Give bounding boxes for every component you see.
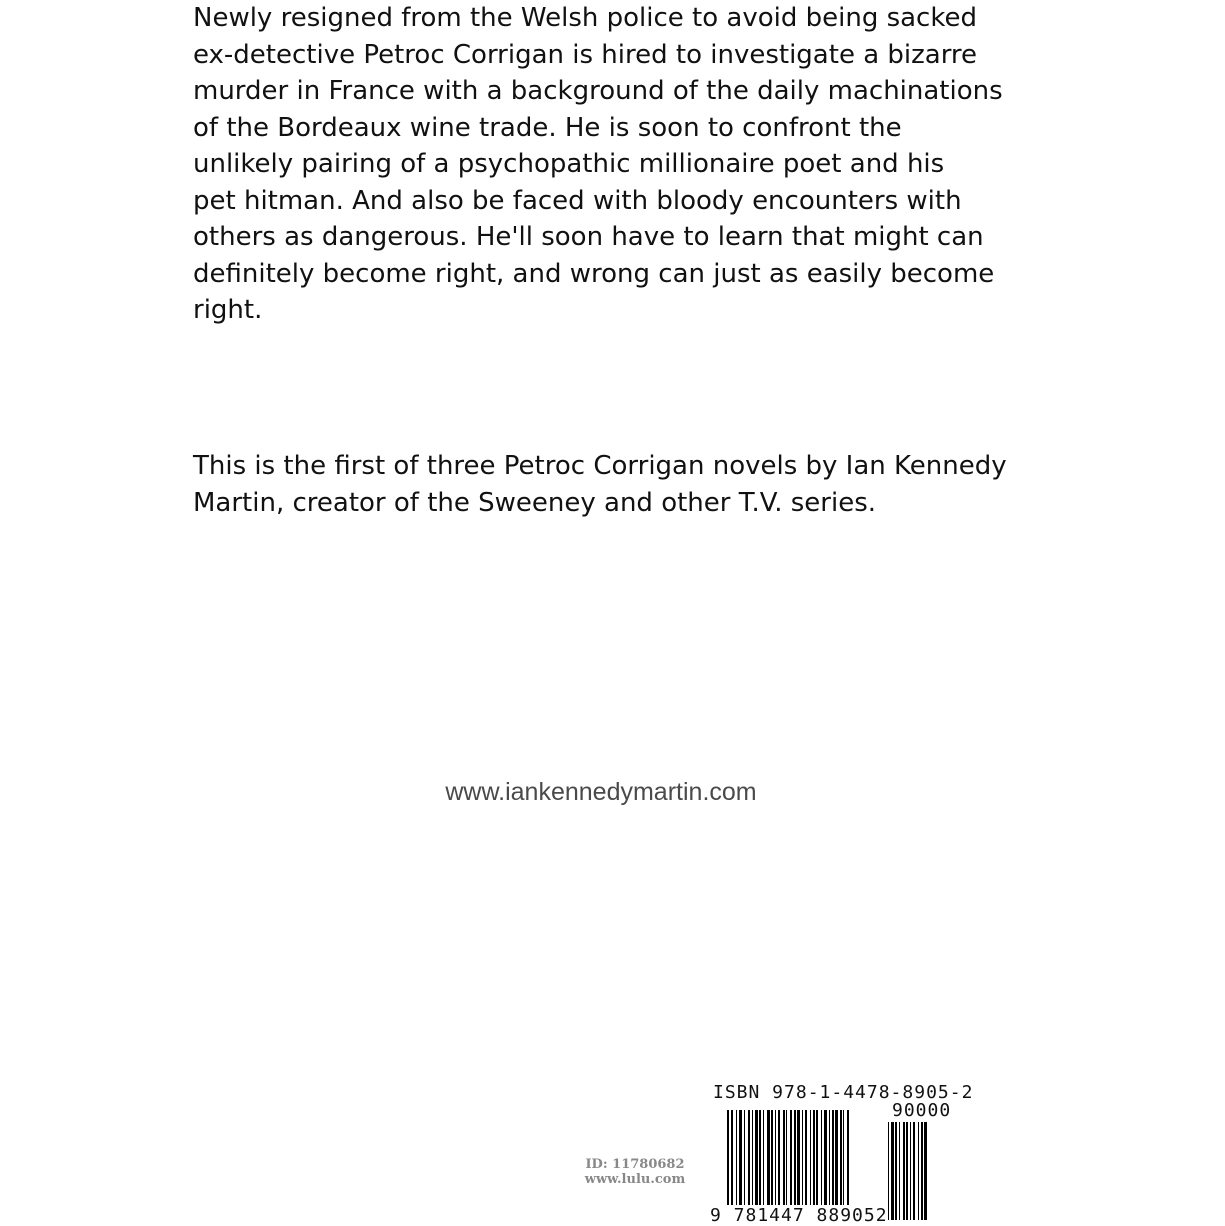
barcode-bar: [802, 1110, 803, 1220]
barcode-bar: [755, 1110, 758, 1220]
barcode-bar: [840, 1110, 842, 1220]
blurb-paragraph-1: Newly resigned from the Welsh police to avoid being sacked ex-detective Petroc Corrigan is hired to investigate a bizarre murder in France with a background of the daily machinations of the Bordeaux wine trade. He is soon to confront the unlikely pairing of a psychopathic millionaire poet and his pet hitman. And also be faced with bloody encounters with others as dangerous. He'll soon have to learn that might can definitely become right, and wrong can just as easily become right.: [193, 3, 1003, 325]
isbn-barcode: [700, 1080, 974, 1226]
barcode-bar: [790, 1110, 792, 1220]
barcode-bar: [816, 1110, 818, 1220]
barcode-bar: [794, 1110, 796, 1220]
barcode-bar: [731, 1110, 733, 1220]
barcode-bar: [763, 1110, 764, 1220]
barcode-bar: [835, 1110, 838, 1220]
addon-bar: [921, 1122, 923, 1220]
barcode-bar: [739, 1110, 742, 1220]
barcode-bar: [748, 1110, 750, 1220]
barcode-bar: [767, 1110, 770, 1220]
barcode-bar: [813, 1110, 815, 1220]
addon-bar: [910, 1122, 911, 1220]
barcode-bar: [805, 1110, 807, 1220]
barcode-bar: [744, 1110, 745, 1220]
ean-bars: [727, 1110, 849, 1220]
barcode-bar: [821, 1110, 822, 1220]
addon-bar: [888, 1122, 889, 1220]
price-code: 90000: [892, 1100, 952, 1121]
barcode-bars: [700, 1080, 970, 1225]
printer-id: ID: 11780682: [585, 1157, 685, 1172]
printer-info: [560, 1157, 710, 1187]
barcode-bar: [786, 1110, 787, 1220]
addon-bar: [924, 1122, 927, 1220]
addon-bar: [895, 1122, 897, 1220]
ean-digits: 9 781447 889052: [710, 1205, 888, 1226]
barcode-bar: [829, 1110, 830, 1220]
barcode-bar: [727, 1110, 729, 1220]
barcode-bar: [810, 1110, 811, 1220]
printer-site: www.lulu.com: [584, 1172, 686, 1187]
addon-bars: [888, 1122, 927, 1220]
author-website: www.iankennedymartin.com: [445, 778, 757, 806]
addon-bar: [899, 1122, 900, 1220]
barcode-bar: [783, 1110, 785, 1220]
barcode-bar: [736, 1110, 737, 1220]
addon-bar: [913, 1122, 915, 1220]
barcode-bar: [759, 1110, 761, 1220]
barcode-bar: [771, 1110, 773, 1220]
barcode-bar: [843, 1110, 844, 1220]
barcode-bar: [775, 1110, 776, 1220]
isbn-label: ISBN 978-1-4478-8905-2: [713, 1082, 974, 1103]
barcode-bar: [778, 1110, 780, 1220]
addon-bar: [903, 1122, 905, 1220]
blurb-paragraph-2: This is the first of three Petroc Corrigan novels by Ian Kennedy Martin, creator of the Sweeney and other T.V. series.: [193, 451, 1007, 518]
addon-bar: [891, 1122, 894, 1220]
barcode-bar: [832, 1110, 834, 1220]
barcode-bar: [752, 1110, 753, 1220]
barcode-bar: [824, 1110, 827, 1220]
addon-bar: [918, 1122, 919, 1220]
barcode-bar: [797, 1110, 800, 1220]
barcode-bar: [847, 1110, 849, 1220]
addon-bar: [906, 1122, 908, 1220]
